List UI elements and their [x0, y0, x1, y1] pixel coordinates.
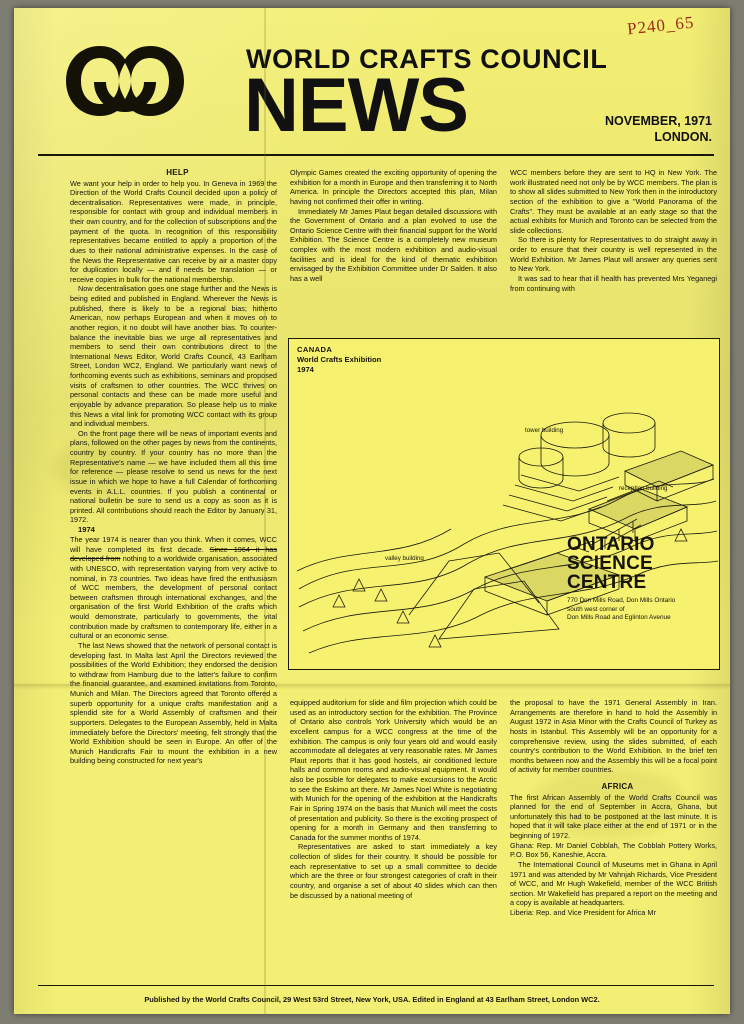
- archive-reference-mark: P240_65: [625, 12, 695, 39]
- paragraph: Ghana: Rep. Mr Daniel Cobblah, The Cobblah Pottery Works, P.O. Box 56, Kaneshie, Accra.: [510, 840, 717, 860]
- footer-divider: [38, 985, 714, 987]
- organization-title: WORLD CRAFTS COUNCIL: [246, 44, 608, 74]
- paragraph: the proposal to have the 1971 General Assembly in Iran. Arrangements are therefore in hand to hold the Assembly in August 1972 in Asia Minor with the Crafts Council of Turkey as hosts in Istanbul. This Assembly will be an opportunity for a comprehensive review, using the slides submitted, of each country's contribution to the World Exhibition. In the brief ten months between now and the Assembly this will be a focal point of activity for member countries.: [510, 698, 717, 775]
- paragraph: The first African Assembly of the World Crafts Council was planned for the end of September in Accra, Ghana, but unfortunately this had to be postponed at the last minute. It is hoped that it will take place either at the end of 1971 or in the beginning of 1972.: [510, 792, 717, 841]
- paragraph: It was sad to hear that ill health has prevented Mrs Yeganegi from continuing with: [510, 273, 717, 293]
- paragraph: Olympic Games created the exciting opportunity of opening the exhibition for a month in Europe and then transferring it to North America. In principle the Directors accepted this plan, Milan having not confirmed their offer in writing.: [290, 168, 497, 206]
- issue-month-year: NOVEMBER, 1971: [605, 114, 712, 128]
- paragraph: We want your help in order to help you. In Geneva in 1969 the Direction of the World Crafts Council decided upon a policy of decentralisation. Representatives were made, in principle, responsible for contact with group and individual members in their own country, and for the collection of subscriptions and the payment of the quota. In recognition of this responsibility representatives became entitled to apply a proportion of the dues to their national administrative expenses. In the case of the News the Representative can receive by air a master copy for duplication locally — and if needs be translation — or receive copies in bulk for the national membership.: [70, 178, 277, 284]
- illustration-country: CANADA: [297, 345, 333, 354]
- label-valley-building: valley building: [385, 555, 424, 562]
- footer-imprint: Published by the World Crafts Council, 29 West 53rd Street, New York, USA. Edited in England at 43 Earlham Street, London WC2.: [144, 995, 600, 1004]
- help-heading: HELP: [166, 168, 189, 177]
- paragraph: Now decentralisation goes one stage further and the News is being edited and published in England. Wherever the News is published, there is likely to be a regional bias; hitherto American, now perhaps European and when it moves on to another region, it no doubt will have another bias. To counter-balance the inevitable bias we urge all representatives and members to send their own contributions direct to the International News Editor, World Crafts Council, 43 Earlham Street, London WC2, England. We particularly want news of forthcoming events such as exhibitions, seminars and proposed visits of craftsmen to other countries. The WCC thrives on personal contacts and these can be made more useful and enjoyable by advance preparation. So please help us to make this News a vital link for promoting WCC contact with its group and individual members.: [70, 284, 277, 429]
- column-2-lower: [290, 698, 497, 918]
- venue-name: [567, 535, 709, 592]
- ontario-science-centre-illustration: [288, 338, 720, 670]
- venue-address-line2: south west corner of: [567, 605, 625, 613]
- venue-name-line1: ONTARIO: [567, 534, 655, 555]
- paragraph: Representatives are asked to start immediately a key collection of slides for their country. It should be possible for each representative to set up a small committee to decide which are the three or four strongest categories of craft in their country, and organise a set of about 40 slides which can then be discussed by a national meeting of: [290, 842, 497, 900]
- masthead: [14, 8, 730, 150]
- label-reception-building: reception building: [619, 485, 668, 492]
- venue-address-line1: 770 Don Mills Road, Don Mills Ontario: [567, 597, 676, 604]
- header-divider: [38, 154, 714, 156]
- paragraph: equipped auditorium for slide and film projection which could be used as an introductory section for the exhibition. The Province of Ontario also controls York University which would be an excellent campus for a WCC congress at the time of the exhibition. The campus is only four years old and would easily accommodate all delegates at very reasonable rates. Mr James Plaut reports that it has good hostels, air conditioned lecture halls and common rooms and audio-visual equipment. It would also be possible for delegates to make excursions to the Arctic to see the Eskimo art there. Mr James Noel White is negotiating with Munich for the opening of the exhibition at the Handicrafts Fair in Spring 1974 on the basis that Munich will meet the costs of presentation and publicity. So there is the exciting prospect of opening for a month in Germany and then transferring to Canada for the summer months of 1974.: [290, 698, 497, 842]
- paragraph: So there is plenty for Representatives to do straight away in order to ensure that their country is well represented in the World Exhibition. Mr James Plaut will answer any queries sent to New York.: [510, 235, 717, 274]
- subheading-1974: 1974: [78, 525, 95, 535]
- publication-title: NEWS: [244, 63, 468, 148]
- paragraph: The last News showed that the network of personal contact is developing fast. In Malta last April the Directors reviewed the possibilities of the World Exhibition; they endorsed the decision to withdraw from Hamburg due to the latter's failure to confirm the financial guarantee, and examined invitations from Toronto, Munich and Milan. The Directors agreed that Toronto offered a superb opportunity for a unique crafts manifestation and a splendid site for a World Assembly of craftsmen and their supporters. Delegates to the European Assembly, held in Malta immediately before the Directors' meeting, felt strongly that the World Exhibition should be seen in Europe. An offer of the Munich Handicrafts Fair to mount the exhibition in a new building being constructed for next year's: [70, 640, 277, 766]
- wcc-interlocking-circles-logo-icon: [64, 42, 206, 120]
- paragraph: Liberia: Rep. and Vice President for Africa Mr: [510, 908, 656, 918]
- column-3-lower: [510, 698, 717, 918]
- column-1-lower: [70, 698, 277, 918]
- africa-heading: AFRICA: [601, 782, 634, 791]
- paragraph: Immediately Mr James Plaut began detailed discussions with the Government of Ontario and a plan evolved to use the Ontario Science Centre with their financial support for the World Exhibition. The Science Centre is a completely new museum complex with the most modern exhibition and audio-visual facilities and is ideal for the kind of thematic exhibition envisaged by the Exhibition Committee under Dr Salden. It also has a well: [290, 206, 497, 283]
- paragraph: The International Council of Museums met in Ghana in April 1971 and was attended by Mr Vahnjah Richards, Vice President of WCC, and Mr Hugh Wakefield, member of the WCC British section. Mr Wakefield has prepared a report on the meeting and a copy is available at headquarters.: [510, 859, 717, 908]
- column-1-upper: [70, 168, 277, 766]
- venue-address-line3: Don Mills Road and Eglinton Avenue: [567, 614, 671, 622]
- newsletter-sheet: [14, 8, 730, 1014]
- paragraph: The year 1974 is nearer than you think. When it comes, WCC will have completed its first decade. Since 1964 it has developed from nothing to a worldwide organisation, associated with UNESCO, with representation varying from very active to nominal, in 73 countries. Two ideas have fired the enthusiasm of WCC members, the development of personal contact between craftsmen through international exchanges, and the organisation of the first World Exhibition of the crafts which would demonstrate, particularly to governments, the vital contribution made by craftsmen to contemporary life, either in a cultural or an economic sense.: [70, 535, 277, 641]
- lower-article-columns: [70, 698, 718, 918]
- illustration-title: World Crafts Exhibition: [297, 355, 382, 364]
- illustration-year: 1974: [297, 365, 314, 374]
- issue-city: LONDON.: [654, 129, 712, 144]
- paragraph: On the front page there will be news of important events and plans, followed on the other pages by news from the continents, country by country. If your country has no more than the Representative's name — we have included them all this time for reference — please resolve to send us news for the next issue in which we hope to have a full Calendar of forthcoming events in A.L.L. countries. If you publish a continental or national bulletin be sure to send us a copy as soon as it is printed. All contributions should reach the Editor by January 31, 1972.: [70, 428, 277, 525]
- venue-name-line2: SCIENCE: [567, 553, 653, 574]
- venue-name-line3: CENTRE: [567, 572, 647, 593]
- paragraph: WCC members before they are sent to HQ in New York. The work illustrated need not only be by WCC members. The plan is to show all slides submitted to New York then in the introductory section of the exhibition to give a "World Panorama of the Crafts". They must be available at an early stage so that the actual exhibits for Munich and Toronto can be selected from the slide collections.: [510, 168, 717, 235]
- issue-date: [605, 114, 712, 145]
- venue-address: [567, 597, 713, 623]
- label-tower-building: tower building: [525, 427, 564, 434]
